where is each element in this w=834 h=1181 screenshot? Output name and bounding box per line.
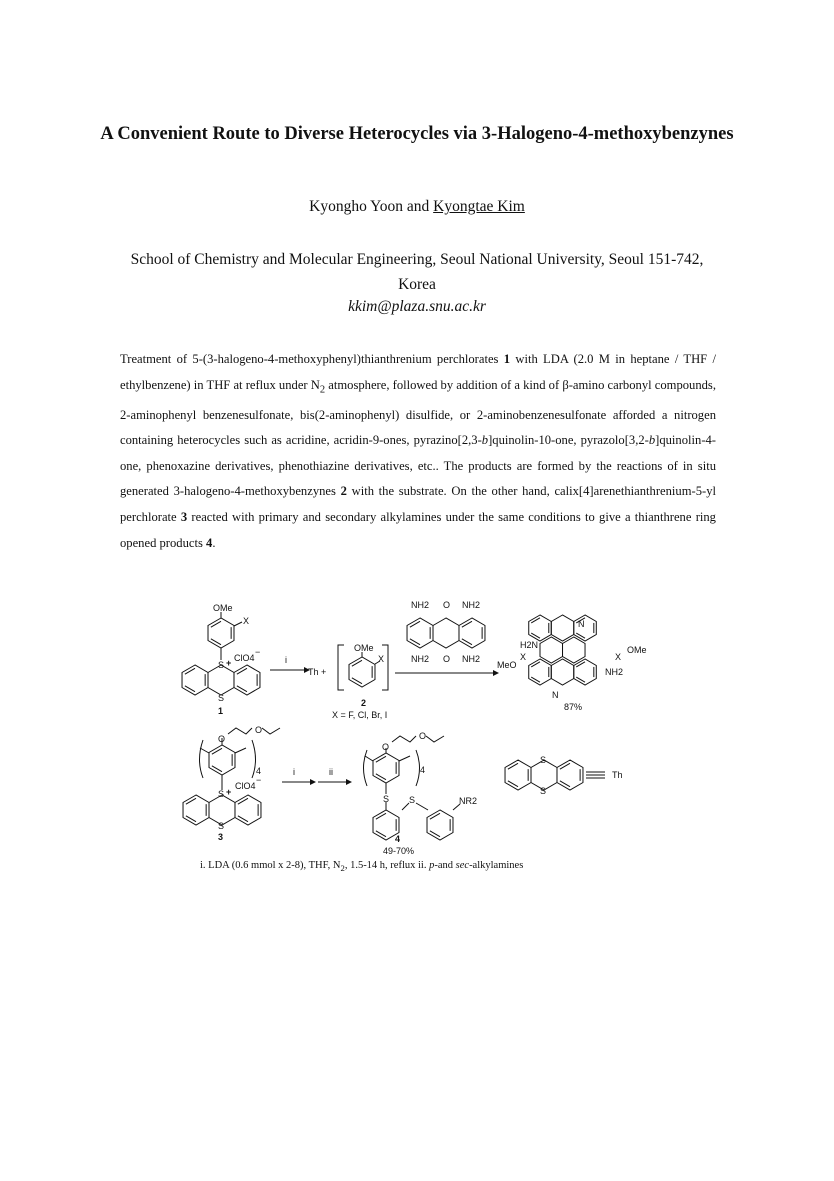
italic-text: b (648, 433, 656, 448)
double-bond (576, 662, 585, 667)
label-o: O (382, 742, 390, 752)
label-meo: MeO (497, 660, 517, 670)
double-bond (430, 813, 440, 819)
label-nh2: NH2 (462, 654, 481, 664)
label-th: Th (612, 770, 623, 780)
abstract-text: atmosphere, followed by addition of a kind of β-amino carbonyl compounds, 2-aminophenyl benzenesulfonate, bis(2-aminophenyl) disulfide, or 2-aminobenzenesulfonate afforded a nitrogen containing heterocycles such as acridine, acridin-9-ones, pyrazino[2,3- (120, 377, 716, 448)
label-nh2: NH2 (411, 654, 430, 664)
ring (557, 760, 583, 790)
caption-text: -and (434, 860, 456, 871)
double-bond (237, 668, 247, 674)
label-minus: − (255, 647, 261, 657)
label-s: S (218, 789, 225, 799)
label-n: N (578, 619, 585, 629)
label-x: X (243, 616, 250, 626)
label-perchlorate: ClO4 (235, 781, 256, 791)
double-bond (462, 639, 472, 645)
abstract-text: ]quinolin-4-one, phenoxazine derivatives, phenothiazine derivatives, etc.. The products are formed by the reactions of in situ generated 3-halogeno-4-methoxybenzynes (120, 433, 717, 499)
ring (433, 618, 459, 648)
double-bond (462, 621, 472, 627)
ring (563, 637, 586, 663)
label-nh2: NH2 (605, 667, 624, 677)
compound-ref: 4 (206, 535, 213, 550)
label-ome: OMe (213, 603, 233, 613)
double-bond (352, 660, 362, 666)
compound-number: 3 (218, 832, 224, 842)
compound-ref: 1 (503, 352, 511, 366)
label-s: S (218, 693, 225, 703)
label-nh2: NH2 (411, 600, 430, 610)
abstract-text: reacted with primary and secondary alkylamines under the same conditions to give a thianthrene ring opened products (120, 510, 716, 550)
ring (209, 745, 235, 775)
double-bond (211, 639, 221, 645)
label-s: S (409, 795, 416, 805)
author-separator: and (403, 198, 434, 215)
double-bond (376, 774, 386, 780)
arrow-head (493, 670, 499, 676)
double-bond (238, 798, 248, 804)
label-s: S (218, 821, 225, 831)
abstract-text: ]quinolin-10-one, pyrazolo[3,2- (488, 433, 649, 448)
caption-text: i. LDA (0.6 mmol x 2-8), THF, N (200, 860, 341, 871)
label-x: X (615, 652, 622, 662)
double-bond (376, 831, 386, 837)
ring (373, 753, 399, 783)
affiliation: School of Chemistry and Molecular Engineering, Seoul National University, Seoul 151-742, Korea (130, 251, 704, 293)
double-bond (560, 781, 570, 787)
label-minus: − (256, 775, 262, 785)
label-o: O (443, 654, 451, 664)
ring (235, 795, 261, 825)
abstract-text: Treatment of 5-(3-halogeno-4-methoxyphenyl)thianthrenium perchlorates (120, 352, 504, 366)
arrow-head (310, 779, 316, 785)
label-th: Th + (308, 667, 327, 677)
compound-ref: 3 (180, 510, 188, 525)
ring (505, 760, 531, 790)
label-nr2: NR2 (459, 796, 478, 806)
step-label: i (285, 655, 287, 665)
label-o: O (255, 725, 263, 735)
ring (574, 659, 597, 685)
double-bond (531, 677, 540, 682)
arrow-head (346, 779, 352, 785)
double-bond (211, 621, 221, 627)
subscript: 2 (319, 384, 326, 396)
double-bond (237, 686, 247, 692)
abstract-text: with LDA (2.0 M in heptane / THF / ethylbenzene) in THF at reflux under N (120, 352, 716, 392)
compound-ref: 2 (340, 484, 347, 499)
label-s: S (218, 660, 225, 670)
label-subscript-4: 4 (420, 765, 426, 775)
label-ome: OMe (354, 643, 374, 653)
subscript: 2 (340, 863, 345, 874)
double-bond (376, 813, 386, 819)
label-o: O (419, 731, 427, 741)
italic-text: b (481, 433, 489, 448)
caption-text: -alkylamines (469, 860, 524, 871)
x-definition: X = F, Cl, Br, I (332, 710, 388, 720)
abstract (120, 347, 716, 556)
compound-number: 4 (395, 834, 401, 844)
authors (0, 198, 834, 216)
email: kkim@plaza.snu.ac.kr (348, 298, 486, 315)
double-bond (238, 816, 248, 822)
double-bond (212, 748, 222, 754)
double-bond (576, 677, 585, 682)
double-bond (508, 781, 518, 787)
label-x: X (378, 654, 385, 664)
ring (234, 665, 260, 695)
yield: 49-70% (383, 846, 415, 856)
double-bond (531, 633, 540, 638)
double-bond (576, 633, 585, 638)
ring (551, 659, 574, 685)
label-nh2: NH2 (462, 600, 481, 610)
double-bond (508, 763, 518, 769)
double-bond (531, 662, 540, 667)
italic-text: p (429, 860, 435, 871)
double-bond (186, 798, 196, 804)
compound-number: 1 (218, 706, 224, 716)
ring (551, 615, 574, 641)
ring (540, 637, 563, 663)
label-o: O (443, 600, 451, 610)
label-o: O (218, 734, 226, 744)
paper-title: A Convenient Route to Diverse Heterocycles via 3-Halogeno-4-methoxybenzynes (100, 124, 734, 144)
ring (427, 810, 453, 840)
double-bond (352, 678, 362, 684)
label-perchlorate: ClO4 (234, 653, 255, 663)
double-bond (410, 621, 420, 627)
label-plus: + (226, 658, 232, 668)
label-h2n: H2N (520, 640, 539, 650)
double-bond (430, 831, 440, 837)
label-subscript-4: 4 (256, 766, 262, 776)
label-s: S (540, 786, 547, 796)
caption-text: , 1.5-14 h, reflux ii. (344, 860, 430, 871)
double-bond (185, 686, 195, 692)
double-bond (560, 763, 570, 769)
double-bond (410, 639, 420, 645)
author-2: Kyongtae Kim (433, 198, 525, 215)
ring (529, 659, 552, 685)
double-bond (185, 668, 195, 674)
label-plus: + (226, 787, 232, 797)
ring (529, 615, 552, 641)
compound-number: 2 (361, 698, 367, 708)
label-s: S (383, 794, 390, 804)
ring (182, 665, 208, 695)
ring (208, 618, 234, 648)
double-bond (376, 756, 386, 762)
ring (407, 618, 433, 648)
label-x: X (520, 652, 527, 662)
double-bond (531, 618, 540, 623)
ring (183, 795, 209, 825)
double-bond (186, 816, 196, 822)
ring (349, 657, 375, 687)
step-label: ii (329, 767, 333, 777)
step-label: i (293, 767, 295, 777)
author-1: Kyongho Yoon (309, 198, 404, 215)
reaction-scheme (0, 590, 834, 860)
italic-text: sec (455, 860, 470, 871)
scheme-caption (200, 860, 523, 873)
label-ome: OMe (627, 645, 647, 655)
double-bond (212, 766, 222, 772)
label-n: N (552, 690, 559, 700)
abstract-text: . (212, 535, 216, 550)
abstract-text: with the substrate. On the other hand, calix[4]arenethianthrenium-5-yl perchlorate (120, 484, 716, 525)
ring (459, 618, 485, 648)
label-s: S (540, 755, 547, 765)
yield: 87% (564, 702, 583, 712)
